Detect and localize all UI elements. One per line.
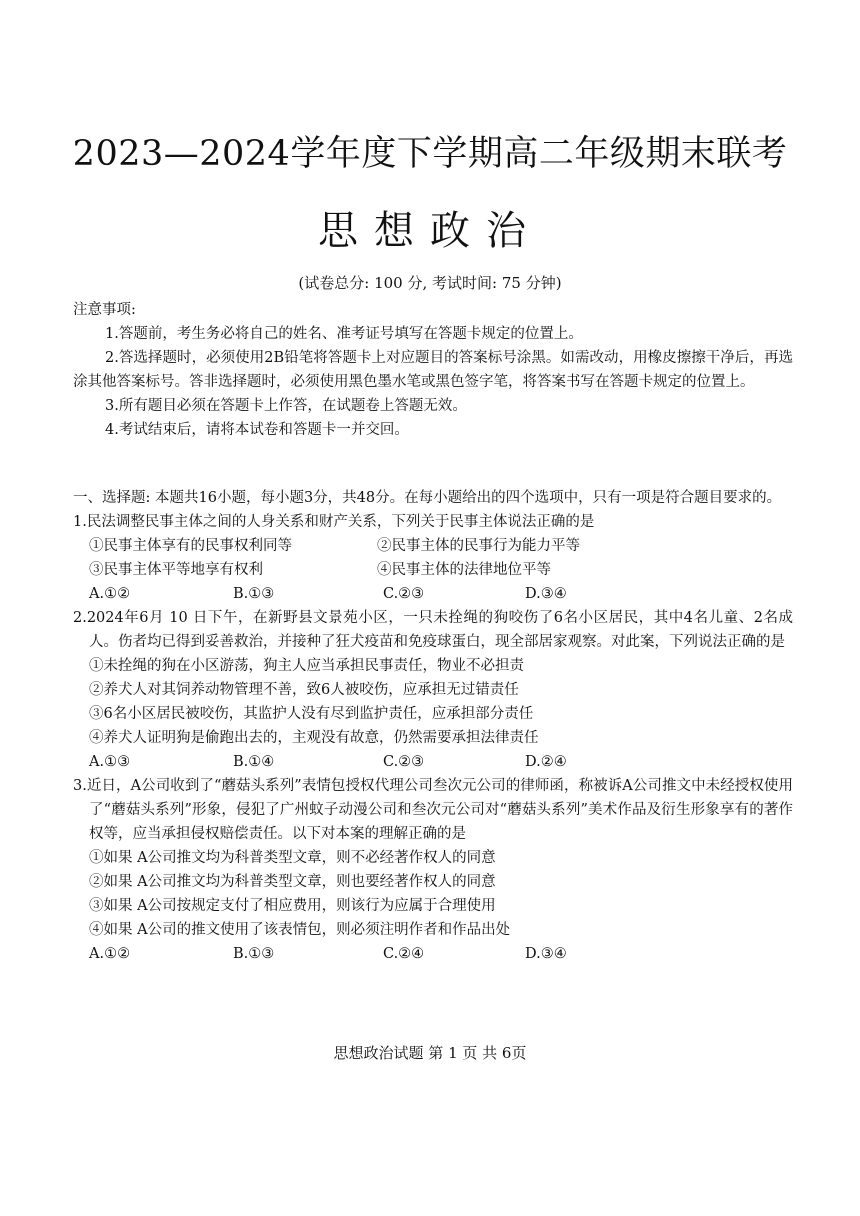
choice-b: B.①③: [233, 586, 275, 602]
choice-d: D.②④: [525, 754, 567, 770]
statement: ①如果 A公司推文均为科普类型文章，则不必经著作权人的同意: [89, 850, 496, 866]
notes-heading: 注意事项:: [73, 302, 136, 318]
answer-choices: [73, 582, 793, 606]
question-1: [73, 510, 793, 606]
statement: ②民事主体的民事行为能力平等: [377, 538, 580, 554]
choice-a: A.①③: [89, 754, 131, 770]
choice-a: A.①②: [89, 586, 131, 602]
answer-choices: [73, 750, 793, 774]
question-stem: 2.2024年6月 10 日下午，在新野县文景苑小区，一只未拴绳的狗咬伤了6名小区居民，其中4名儿童、2名成人。伤者均已得到妥善救治，并接种了狂犬疫苗和免疫球蛋白，现全部居家观察。对此案，下列说法正确的是: [73, 610, 793, 650]
question-2: [73, 606, 793, 774]
exam-title: 2023—2024学年度下学期高二年级期末联考: [72, 134, 788, 174]
section-header: 一、选择题: 本题共16小题，每小题3分，共48分。在每小题给出的四个选项中，只有一项是符合题目要求的。: [73, 490, 782, 506]
statement: ①未拴绳的狗在小区游荡，狗主人应当承担民事责任，物业不必担责: [89, 658, 524, 674]
statement: ③6名小区居民被咬伤，其监护人没有尽到监护责任，应承担部分责任: [89, 706, 534, 722]
notes-item: 2.答选择题时，必须使用2B铅笔将答题卡上对应题目的答案标号涂黑。如需改动，用橡皮擦擦干净后，再选涂其他答案标号。答非选择题时，必须使用黑色墨水笔或黑色签字笔，将答案书写在答题卡规定的位置上。: [73, 350, 793, 390]
question-3: [73, 774, 793, 966]
subject-title: 思想政治: [318, 208, 542, 254]
choice-d: D.③④: [525, 586, 567, 602]
statement: ③如果 A公司按规定支付了相应费用，则该行为应属于合理使用: [89, 898, 496, 914]
statement: ②如果 A公司推文均为科普类型文章，则也要经著作权人的同意: [89, 874, 496, 890]
statement: ④养犬人证明狗是偷跑出去的，主观没有故意，仍然需要承担法律责任: [89, 730, 539, 746]
statement: ④如果 A公司的推文使用了该表情包，则必须注明作者和作品出处: [89, 922, 511, 938]
choice-c: C.②③: [383, 586, 425, 602]
choice-b: B.①③: [233, 946, 275, 962]
notes-item: 3.所有题目必须在答题卡上作答，在试题卷上答题无效。: [105, 398, 467, 414]
statement: ②养犬人对其饲养动物管理不善，致6人被咬伤，应承担无过错责任: [89, 682, 519, 698]
choice-c: C.②③: [383, 754, 425, 770]
question-stem: 1.民法调整民事主体之间的人身关系和财产关系，下列关于民事主体说法正确的是: [73, 514, 595, 530]
choice-b: B.①④: [233, 754, 275, 770]
statement: ④民事主体的法律地位平等: [377, 562, 551, 578]
question-stem: 3.近日，A公司收到了“蘑菇头系列”表情包授权代理公司叁次元公司的律师函，称被诉A公司推文中未经授权使用了“蘑菇头系列”形象，侵犯了广州蚊子动漫公司和叁次元公司对“蘑菇头系列”美术作品及衍生形象享有的著作权等，应当承担侵权赔偿责任。以下对本案的理解正确的是: [73, 778, 793, 842]
exam-info: (试卷总分: 100 分, 考试时间: 75 分钟): [298, 274, 562, 292]
statement-grid: [73, 534, 793, 582]
notes-item: 1.答题前，考生务必将自己的姓名、准考证号填写在答题卡规定的位置上。: [105, 326, 583, 342]
notes-item: 4.考试结束后，请将本试卷和答题卡一并交回。: [105, 422, 409, 438]
choice-a: A.①②: [89, 946, 131, 962]
statement: ③民事主体平等地享有权利: [89, 562, 263, 578]
notes-section: [73, 298, 793, 442]
choice-c: C.②④: [383, 946, 425, 962]
answer-choices: [73, 942, 793, 966]
choice-d: D.③④: [525, 946, 567, 962]
page-footer: 思想政治试题 第 1 页 共 6页: [333, 1044, 527, 1062]
choice-section: [73, 486, 793, 966]
statement: ①民事主体享有的民事权利同等: [89, 538, 292, 554]
